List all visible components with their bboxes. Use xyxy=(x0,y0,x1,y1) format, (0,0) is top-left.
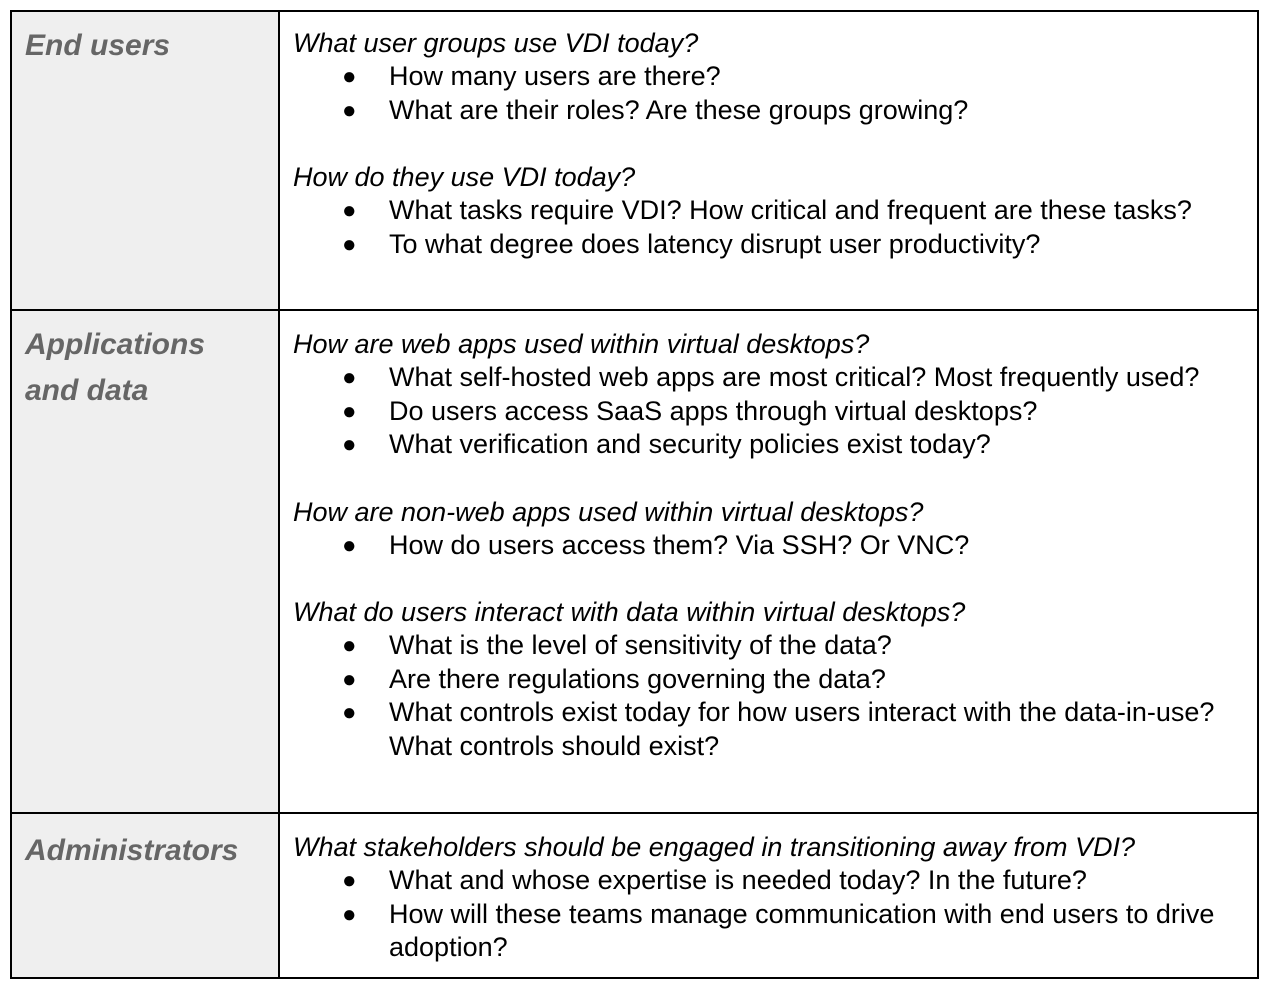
bullet-icon: ● xyxy=(342,431,357,458)
row-content-cell xyxy=(280,814,1257,977)
bullet-icon: ● xyxy=(342,397,357,425)
bullet-text: What verification and security policies exist today? xyxy=(389,429,991,459)
bullet-icon: ● xyxy=(342,230,357,258)
table-row-end-users xyxy=(12,12,1257,311)
table-row-administrators xyxy=(12,814,1257,977)
question-heading: What do users interact with data within virtual desktops? xyxy=(293,597,966,627)
bullet-item xyxy=(293,60,1257,94)
table-row-applications-and-data xyxy=(12,311,1257,814)
bullet-item xyxy=(293,94,1257,128)
bullet-list xyxy=(293,864,1257,965)
bullet-text: What tasks require VDI? How critical and frequent are these tasks? xyxy=(389,195,1192,225)
question-heading: What user groups use VDI today? xyxy=(293,28,699,58)
bullet-text: Do users access SaaS apps through virtual desktops? xyxy=(389,395,1038,426)
bullet-list xyxy=(293,361,1257,462)
question-group xyxy=(293,327,1257,462)
bullet-text: How will these teams manage communication with end users to drive adoption? xyxy=(389,898,1215,962)
bullet-text: What is the level of sensitivity of the data? xyxy=(389,630,892,660)
bullet-item xyxy=(293,898,1257,965)
bullet-item xyxy=(293,194,1257,228)
row-content-cell xyxy=(280,311,1257,812)
bullet-icon: ● xyxy=(342,699,357,726)
row-label-cell xyxy=(12,12,280,309)
question-heading: How do they use VDI today? xyxy=(293,162,636,192)
question-group xyxy=(293,160,1257,261)
question-heading: What stakeholders should be engaged in transitioning away from VDI? xyxy=(293,832,1135,862)
bullet-item xyxy=(293,529,1257,563)
bullet-text: How many users are there? xyxy=(389,61,721,91)
bullet-text: Are there regulations governing the data? xyxy=(389,663,886,694)
bullet-icon: ● xyxy=(342,531,357,559)
bullet-item xyxy=(293,428,1257,462)
bullet-text: What and whose expertise is needed today? In the future? xyxy=(389,865,1087,895)
bullet-text: What self-hosted web apps are most critical? Most frequently used? xyxy=(389,362,1200,392)
bullet-icon: ● xyxy=(342,63,357,90)
bullet-icon: ● xyxy=(342,867,357,894)
question-group xyxy=(293,830,1257,965)
bullet-icon: ● xyxy=(342,665,357,693)
row-content-cell xyxy=(280,12,1257,309)
bullet-item xyxy=(293,629,1257,663)
bullet-icon: ● xyxy=(342,364,357,391)
question-heading: How are non-web apps used within virtual desktops? xyxy=(293,496,924,527)
bullet-item xyxy=(293,228,1257,262)
row-label-cell xyxy=(12,311,280,812)
bullet-list xyxy=(293,529,1257,563)
bullet-icon: ● xyxy=(342,900,357,928)
question-group xyxy=(293,595,1257,763)
row-label-applications-and-data: Applications and data xyxy=(25,328,206,407)
question-heading: How are web apps used within virtual desktops? xyxy=(293,329,870,359)
bullet-list xyxy=(293,60,1257,127)
bullet-icon: ● xyxy=(342,96,357,124)
bullet-list xyxy=(293,194,1257,261)
row-label-administrators: Administrators xyxy=(25,834,239,867)
row-label-end-users: End users xyxy=(25,29,171,62)
question-group xyxy=(293,495,1257,563)
bullet-text: What controls exist today for how users interact with the data-in-use? What controls should exist? xyxy=(389,697,1215,761)
bullet-item xyxy=(293,864,1257,898)
bullet-item xyxy=(293,696,1257,763)
bullet-icon: ● xyxy=(342,632,357,659)
bullet-text: What are their roles? Are these groups growing? xyxy=(389,94,969,125)
bullet-item xyxy=(293,663,1257,697)
bullet-text: To what degree does latency disrupt user productivity? xyxy=(389,228,1041,259)
bullet-text: How do users access them? Via SSH? Or VNC? xyxy=(389,529,970,560)
bullet-item xyxy=(293,361,1257,395)
bullet-icon: ● xyxy=(342,197,357,224)
bullet-item xyxy=(293,395,1257,429)
question-group xyxy=(293,26,1257,127)
questions-table xyxy=(10,10,1259,979)
bullet-list xyxy=(293,629,1257,763)
row-label-cell xyxy=(12,814,280,977)
